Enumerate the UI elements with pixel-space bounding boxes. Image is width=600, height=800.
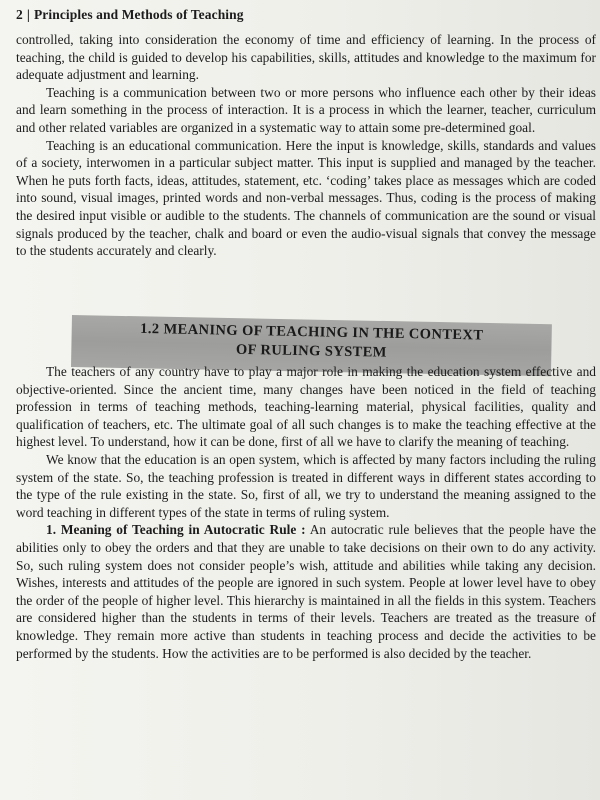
page-number: 2: [16, 7, 23, 22]
paragraph-teachers-role: The teachers of any country have to play a major role in making the education system effective and objective-oriented. Since the ancient time, many changes have been noticed in the field of teaching profession in terms of teaching methods, teaching-learning material, physical facilities, quality and qualification of teachers, etc. The ultimate goal of all such changes is to make the teaching effective at the highest level. To understand, how it can be done, first of all we have to clarify the meaning of teaching.: [16, 364, 596, 450]
autocratic-text: An autocratic rule believes that the people have the abilities only to obey the orders and that they are unable to take decisions on their own to do any activity. So, such ruling system does not consider people’s wish, attitude and abilities while taking any decision. Wishes, interests and attitudes of the people are ignored in such system. People at lower level have to obey the order of the people of higher level. This hierarchy is maintained in all the fields in this system. Teachers are considered higher than the students in terms of their levels. Teachers are treated as the treasure of knowledge. They remain more active than students in teaching process and decide the activities to be performed by the students. How the activities are to be performed is also decided by the teacher.: [16, 522, 597, 661]
paragraph-communication: Teaching is a communication between two or more persons who influence each other by their ideas and learn something in the process of interaction. It is a process in which the learner, teacher, curriculum and other related variables are organized in a systematic way to attain some pre-determined goal.: [16, 84, 596, 135]
sub-heading-autocratic: 1. Meaning of Teaching in Autocratic Rule :: [46, 522, 306, 538]
paragraph-educational-communication: Teaching is an educational communication. Here the input is knowledge, skills, standards and values of a society, interwomen in a particular subject matter. This input is supplied and managed by the teacher. When he puts forth facts, ideas, attitudes, statement, etc. ‘coding’ takes place as messages which are coded into sound, visual images, printed words and non-verbal messages. Thus, coding is the process of making the desired input visible or audible to the students. The channels of communication are the sound or visual signals produced by the teacher, chalk and board or even the audio-visual signals that convey the message to the students accurately and clearly.: [16, 137, 596, 259]
paragraph-autocratic-rule: [16, 521, 596, 662]
header-separator: |: [26, 7, 30, 22]
paragraph-continued: controlled, taking into consideration the economy of time and efficiency of learning. In the process of teaching, the child is guided to develop his capabilities, skills, attitudes and knowledge to the maximum for adequate adjustment and learning.: [16, 32, 596, 83]
running-header: [16, 7, 244, 23]
paragraph-open-system: We know that the education is an open system, which is affected by many factors including the ruling system of the state. So, the teaching profession is treated in different ways in different states according to the type of the rule existing in the state. So, first of all, we try to understand the meaning assigned to the word teaching in different types of the state in terms of ruling system.: [16, 451, 596, 520]
section-heading-line1: 1.2 MEANING OF TEACHING IN THE CONTEXT: [140, 320, 484, 344]
section-heading-line2: OF RULING SYSTEM: [235, 341, 387, 361]
intro-text-block: [16, 31, 596, 260]
section-text-block: [16, 363, 596, 662]
book-title: Principles and Methods of Teaching: [33, 7, 244, 22]
